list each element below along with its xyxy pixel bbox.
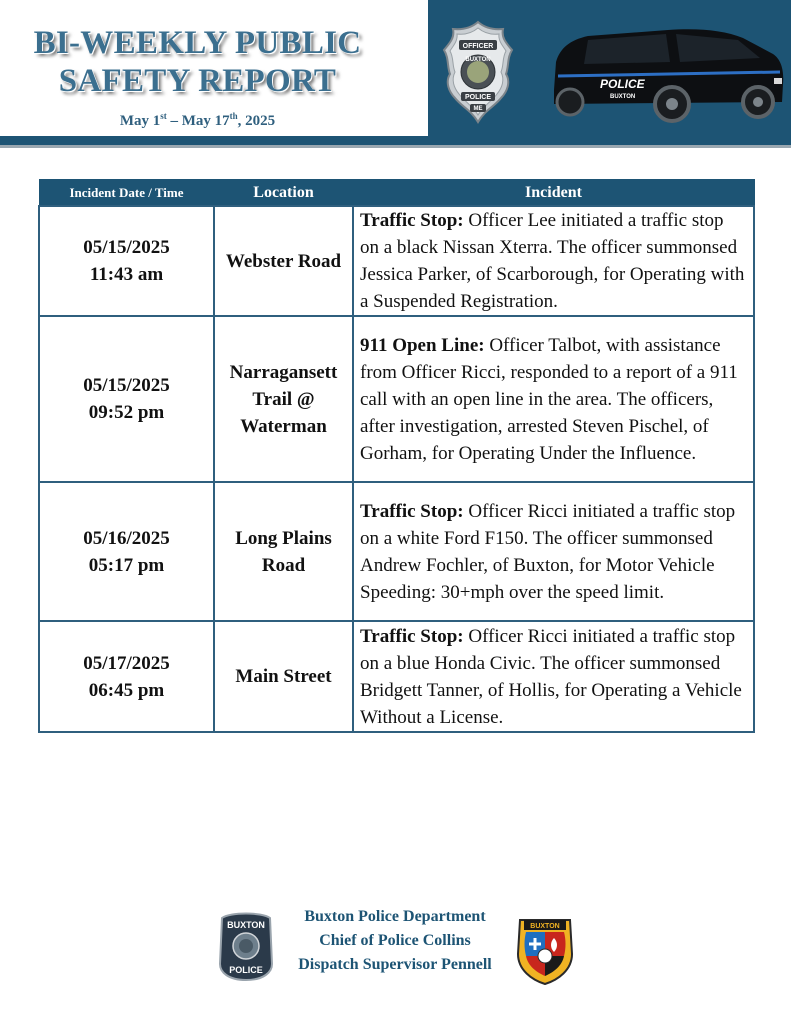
footer-chief: Chief of Police Collins — [319, 932, 471, 949]
badge-label-town: BUXTON — [465, 57, 491, 63]
badge-label-state: ME — [473, 106, 483, 112]
badge-label-police: POLICE — [464, 94, 492, 101]
incident-type: 911 Open Line: — [360, 334, 485, 356]
column-header-location: Location — [214, 180, 353, 207]
incident-date-time — [39, 316, 214, 482]
report-title-line-2: SAFETY REPORT — [58, 63, 337, 99]
car-label-town: BUXTON — [610, 94, 636, 100]
incident-text: Officer Ricci initiated a traffic stop on a white Ford F150. The officer summonsed Andrew Fochler, of Buxton, for Motor Vehicle Speeding: 30+mph over the speed limit. — [360, 500, 736, 603]
date-year: , 2025 — [237, 113, 276, 129]
column-header-incident: Incident — [353, 180, 754, 207]
patch-label-town: BUXTON — [227, 920, 265, 930]
incident-text: Officer Talbot, with assistance from Officer Ricci, responded to a report of a 911 call with an open line in the area. The officers, after investigation, arrested Steven Pischel, of Gorham, for Operating Under the Influence. — [360, 334, 738, 464]
table-row — [39, 621, 754, 732]
column-header-date-time: Incident Date / Time — [39, 180, 214, 207]
incident-text: Officer Lee initiated a traffic stop on a black Nissan Xterra. The officer summonsed Jessica Parker, of Scarborough, for Operating with a Suspended Registration. — [360, 210, 745, 312]
incident-type: Traffic Stop: — [360, 210, 464, 231]
badge-label-officer: OFFICER — [462, 43, 494, 50]
incident-date: 05/15/2025 — [83, 375, 170, 396]
incident-date-time — [39, 206, 214, 316]
incident-time: 09:52 pm — [88, 402, 165, 423]
incident-date: 05/17/2025 — [83, 652, 170, 674]
police-patch-icon — [218, 910, 274, 982]
fire-rescue-emblem-icon — [514, 914, 576, 986]
car-label-police: POLICE — [600, 77, 645, 91]
table-row — [39, 316, 754, 482]
patch-label-police: POLICE — [229, 965, 263, 975]
incident-date: 05/16/2025 — [83, 527, 170, 549]
incident-description — [353, 316, 754, 482]
incident-text: Officer Ricci initiated a traffic stop on a blue Honda Civic. The officer summonsed Bridgett Tanner, of Hollis, for Operating a Vehicle Without a License. — [360, 625, 742, 728]
incident-location: Main Street — [214, 621, 353, 732]
emblem-label-town: BUXTON — [530, 923, 560, 930]
footer-dispatch: Dispatch Supervisor Pennell — [298, 956, 492, 973]
incident-time: 06:45 pm — [88, 679, 165, 701]
police-badge-icon — [441, 20, 515, 124]
table-header-row — [39, 180, 754, 207]
footer-signature — [280, 905, 510, 977]
incident-type: Traffic Stop: — [360, 625, 464, 647]
table-row — [39, 206, 754, 316]
report-date-range — [0, 111, 395, 130]
incident-date-time — [39, 621, 214, 732]
date-start-suffix: st — [160, 111, 167, 121]
header-divider — [0, 136, 791, 145]
report-title — [0, 24, 395, 100]
incident-date-time — [39, 482, 214, 621]
incident-time: 05:17 pm — [88, 554, 165, 576]
incident-table — [38, 179, 755, 733]
footer-department: Buxton Police Department — [304, 908, 486, 925]
date-separator: – — [166, 113, 182, 129]
date-start: May 1 — [119, 113, 161, 129]
incident-location: Long Plains Road — [214, 482, 353, 621]
incident-description — [353, 206, 754, 316]
report-header — [0, 0, 791, 145]
header-divider-shadow — [0, 145, 791, 148]
table-row — [39, 482, 754, 621]
date-end-suffix: th — [229, 111, 238, 121]
incident-description — [353, 482, 754, 621]
incident-date: 05/15/2025 — [83, 237, 170, 258]
incident-location: Narragansett Trail @ Waterman — [214, 316, 353, 482]
incident-time: 11:43 am — [89, 264, 164, 285]
incident-description — [353, 621, 754, 732]
incident-type: Traffic Stop: — [360, 500, 464, 522]
police-car-icon — [548, 18, 788, 128]
date-end: May 17 — [181, 113, 230, 129]
report-title-line-1: BI-WEEKLY PUBLIC — [33, 25, 362, 61]
incident-location: Webster Road — [214, 206, 353, 316]
